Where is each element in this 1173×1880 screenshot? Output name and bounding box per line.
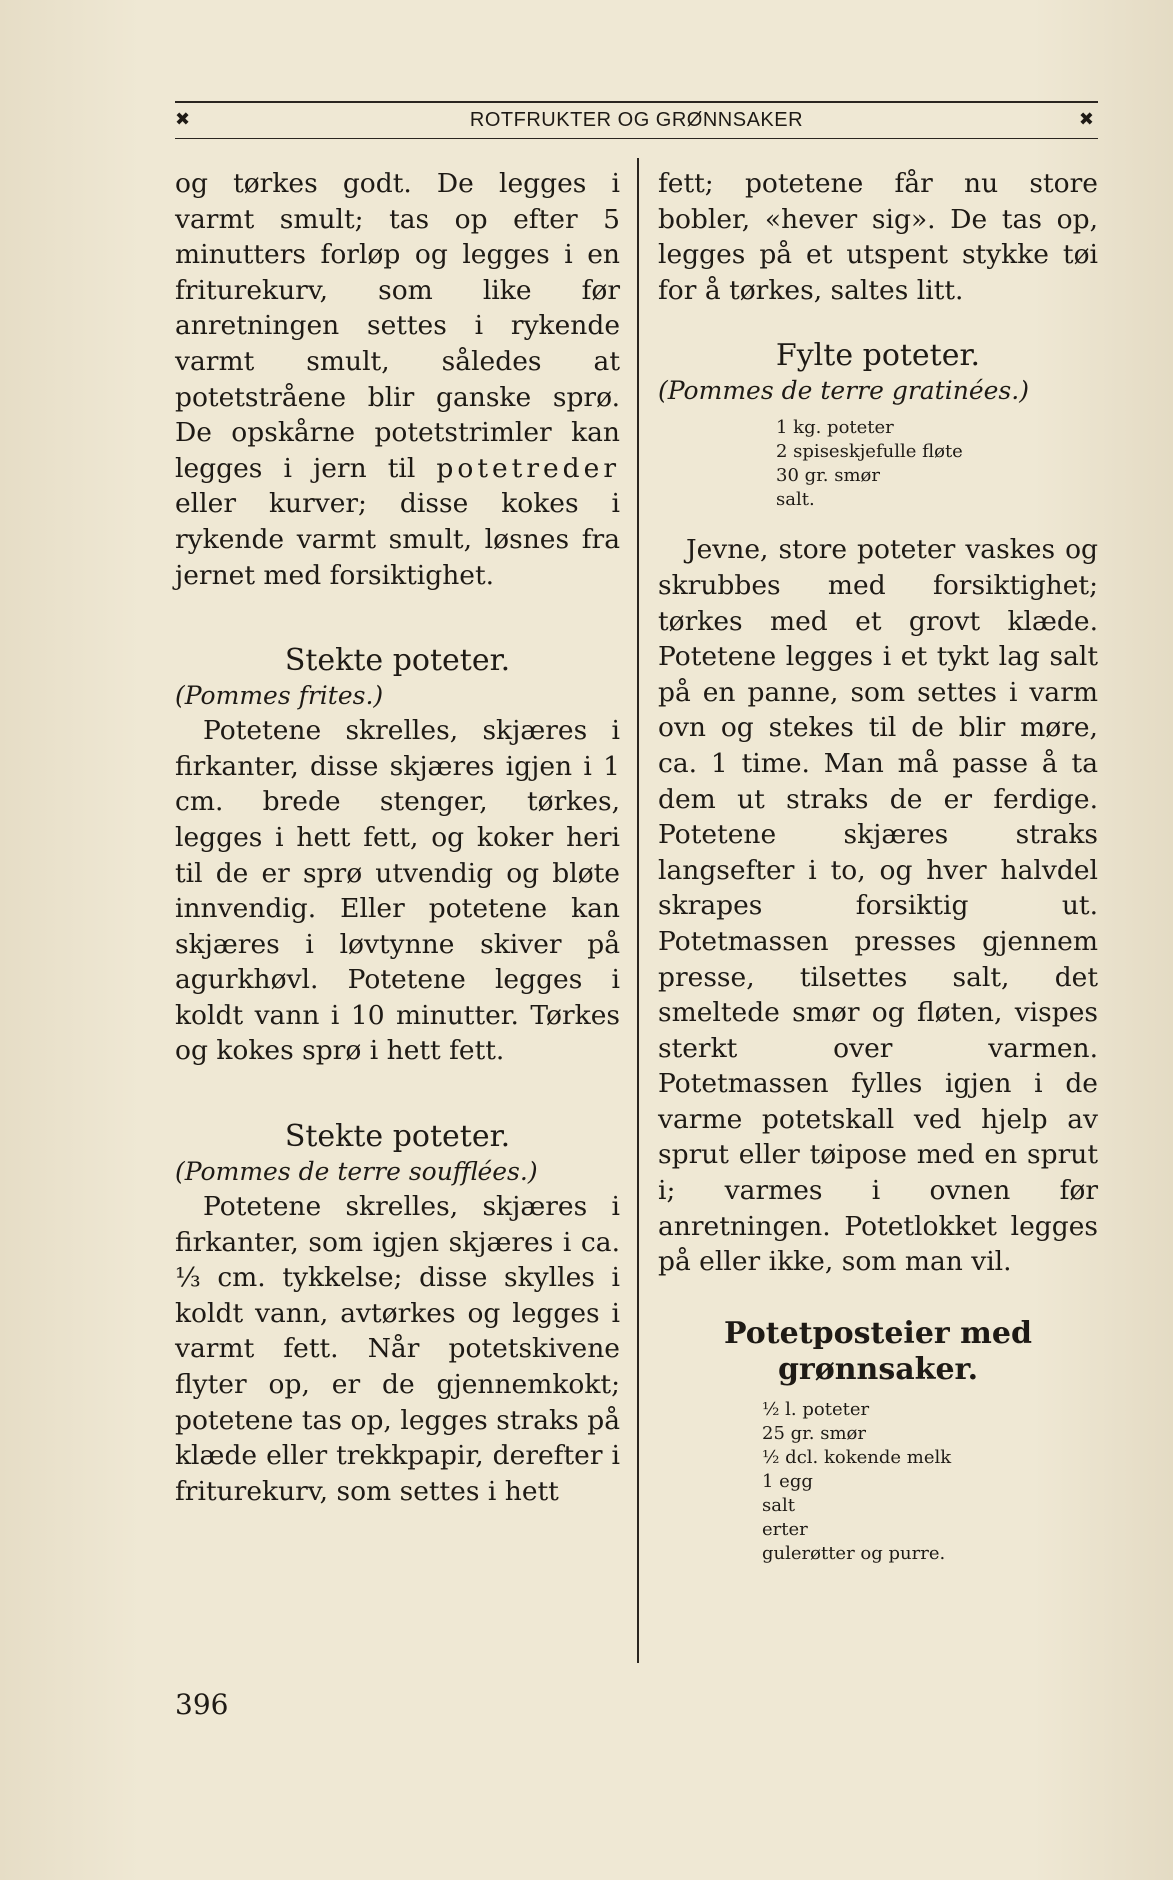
ingredient-item: erter [762,1518,808,1540]
paragraph-text: og tørkes godt. De legges i varmt smult; tas op efter 5 minutters forløp og legges i en friturekurv, som like før anretningen settes i rykende varmt smult, således at potetstråene blir ganske sprø. De opskårne potetstrimler kan legges i jern til [175,168,620,484]
ingredient-item: salt [762,1494,795,1516]
spaced-term: potetreder [436,452,620,484]
ingredient-list [776,416,1098,512]
header-right-ornament: ✖ [1078,109,1094,130]
running-header-title: ROTFRUKTER OG GRØNNSAKER [469,109,804,131]
ingredient-item: ½ l. poteter [762,1398,870,1420]
paragraph-text: eller kurver; disse kokes i rykende varmt smult, løsnes fra jernet med forsiktighet. [175,488,620,591]
recipe-title: Potetposteier med grønnsaker. [724,1315,1032,1387]
left-column [175,166,620,1509]
recipe-text: Potetene skrelles, skjæres i firkanter, disse skjæres igjen i 1 cm. brede stenger, tørkes, legges i hett fett, og koker heri til de er sprø utvendig og bløte innvendig. Eller potetene kan skjæres i løvtynne skiver på agurkhøvl. Potetene legges i koldt vann i 10 minutter. Tørkes og kokes sprø i hett fett. [175,715,620,1067]
recipe-text: Jevne, store poteter vaskes og skrubbes med forsiktighet; tørkes med et grovt klæde. Potetene legges i et tykt lag salt på en panne, som settes i varm ovn og stekes til de blir møre, ca. 1 time. Man må passe å ta dem ut straks de er ferdige. Potetene skjæres straks langsefter i to, og hver halvdel skrapes forsiktig ut. Potetmassen presses gjennem presse, tilsettes salt, det smeltede smør og fløten, vispes sterkt over varmen. Potetmassen fylles igjen i de varme potetskall ved hjelp av sprut eller tøipose med en sprut i; varmes i ovnen før anretningen. Potetlokket legges på eller ikke, som man vil. [658,534,1098,1278]
recipe-subtitle: (Pommes frites.) [175,681,384,711]
recipe-title: Stekte poteter. [284,1119,511,1155]
right-column [658,166,1098,1566]
recipe-title: Fylte poteter. [775,338,981,374]
ingredient-item: gulerøtter og purre. [762,1542,946,1564]
paragraph-continued [175,166,620,593]
ingredient-item: 2 spiseskjefulle fløte [776,441,963,463]
ingredient-item: 25 gr. smør [762,1422,866,1444]
recipe-subtitle: (Pommes de terre gratinées.) [658,376,1029,406]
ingredient-item: salt. [776,489,815,511]
ingredient-item: 1 kg. poteter [776,417,894,439]
paragraph-continued: fett; potetene får nu store bobler, «hever sig». De tas op, legges på et utspent stykke tøi for å tørkes, saltes litt. [658,168,1098,306]
ingredient-item: 30 gr. smør [776,465,880,487]
recipe-subtitle: (Pommes de terre soufflées.) [175,1157,538,1187]
ingredient-list [762,1398,1098,1566]
page-number: 396 [175,1688,229,1721]
recipe-text: Potetene skrelles, skjæres i firkanter, som igjen skjæres i ca. ⅓ cm. tykkelse; disse skylles i koldt vann, avtørkes og legges i varmt fett. Når potetskivene flyter op, er de gjennemkokt; potetene tas op, legges straks på klæde eller trekkpapir, derefter i friturekurv, som settes i hett [175,1191,620,1507]
column-divider [637,158,639,1663]
ingredient-item: ½ dcl. kokende melk [762,1446,952,1468]
recipe-title: Stekte poteter. [284,643,511,679]
ingredient-item: 1 egg [762,1470,813,1492]
running-header [175,101,1098,139]
header-left-ornament: ✖ [175,109,191,130]
